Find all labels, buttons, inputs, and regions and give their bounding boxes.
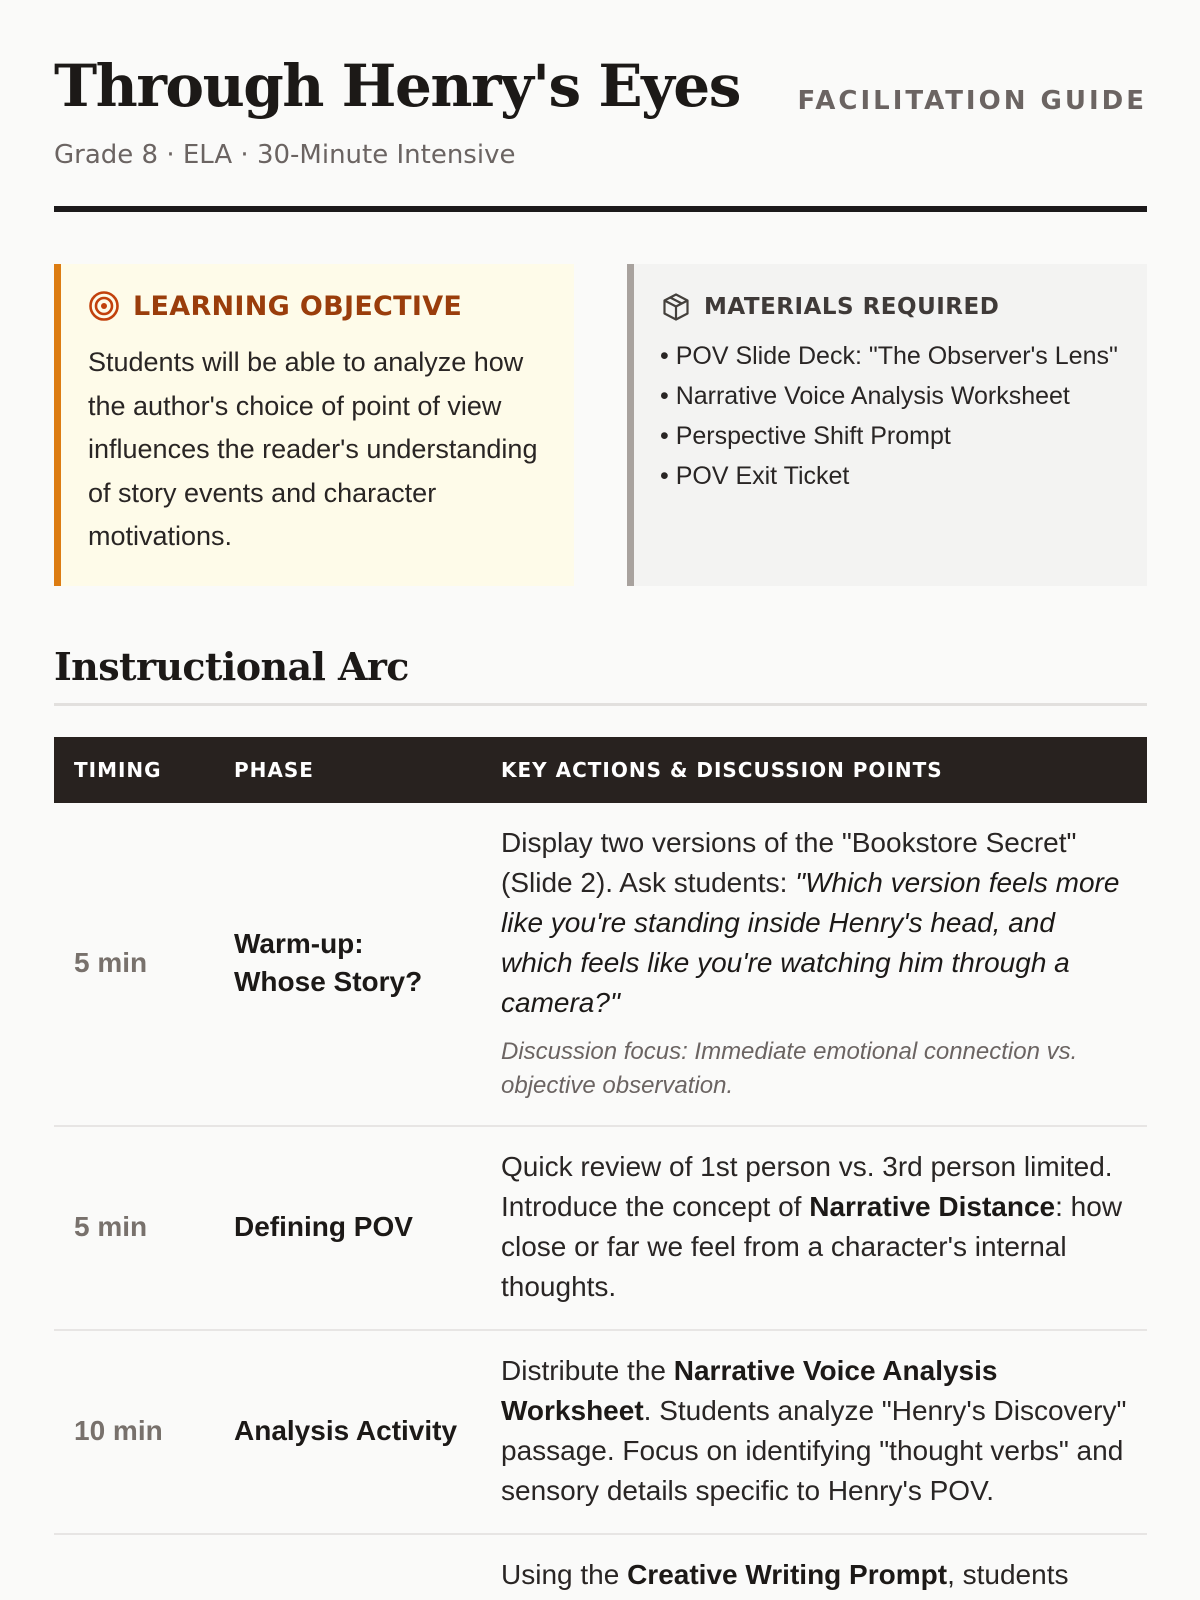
action-text-continued: , students <box>947 1559 1069 1590</box>
info-cards <box>54 264 1147 586</box>
materials-required-card <box>627 264 1147 586</box>
materials-list-item: • POV Slide Deck: "The Observer's Lens" <box>660 336 1118 376</box>
discussion-note: Discussion focus: Immediate emotional connection vs. objective observation. <box>501 1038 1078 1099</box>
action-emphasis: Narrative Voice Analysis Worksheet <box>501 1355 998 1426</box>
learning-objective-card <box>54 264 574 586</box>
learning-objective-heading-text: LEARNING OBJECTIVE <box>133 290 463 322</box>
target-icon <box>88 290 120 322</box>
document-type-label: FACILITATION GUIDE <box>797 86 1147 116</box>
action-emphasis: Creative Writing Prompt <box>627 1559 948 1590</box>
table-header-row <box>54 737 1147 803</box>
package-icon <box>661 292 691 322</box>
key-actions-cell <box>481 803 1147 1126</box>
phase-name: Warm-up: Whose Story? <box>234 928 423 997</box>
materials-list-item: • Narrative Voice Analysis Worksheet <box>660 376 1118 416</box>
phase-cell <box>214 803 481 1126</box>
action-text-continued: . Students analyze "Henry's Discovery" passage. Focus on identifying "thought verbs" and sensory details specific to Henry's POV. <box>501 1395 1127 1506</box>
action-emphasis: Narrative Distance <box>809 1191 1056 1222</box>
materials-required-heading-text: MATERIALS REQUIRED <box>704 294 1000 320</box>
action-text: Using the <box>501 1559 620 1590</box>
materials-list-item: • POV Exit Ticket <box>660 456 1118 496</box>
timing-cell <box>54 1126 214 1330</box>
document-title: Through Henry's Eyes <box>54 52 740 120</box>
table-row <box>54 1534 1147 1600</box>
instructional-arc-heading: Instructional Arc <box>54 644 1147 706</box>
key-actions-cell <box>481 1330 1147 1534</box>
phase-name: Analysis Activity <box>234 1415 458 1446</box>
materials-list-item: • Perspective Shift Prompt <box>660 416 1118 456</box>
action-quote: "Which version feels more like you're standing inside Henry's head, and which feels like you're watching him through a camera?" <box>501 867 1120 1018</box>
phase-cell <box>214 1534 481 1600</box>
table-row <box>54 1126 1147 1330</box>
table-row <box>54 803 1147 1126</box>
facilitation-guide-page <box>54 0 1147 1590</box>
materials-required-heading <box>661 292 999 322</box>
timing-cell <box>54 1534 214 1600</box>
learning-objective-heading <box>88 290 462 322</box>
instructional-arc-table <box>54 737 1147 1600</box>
column-header-key-actions: KEY ACTIONS & DISCUSSION POINTS <box>481 737 1147 803</box>
column-header-phase: PHASE <box>214 737 481 803</box>
column-header-timing: TIMING <box>54 737 214 803</box>
document-subtitle: Grade 8 · ELA · 30-Minute Intensive <box>54 140 516 170</box>
document-header <box>54 0 1147 212</box>
learning-objective-text: Students will be able to analyze how the author's choice of point of view influences the reader's understanding of story events and character motivations. <box>88 347 538 551</box>
action-text: Quick review of 1st person vs. 3rd person limited. Introduce the concept of <box>501 1151 1113 1222</box>
materials-list <box>660 336 1118 496</box>
action-text: Display two versions of the "Bookstore Secret" (Slide 2). Ask students: <box>501 827 1077 898</box>
timing-value: 10 min <box>74 1415 163 1446</box>
phase-cell <box>214 1330 481 1534</box>
key-actions-cell <box>481 1126 1147 1330</box>
timing-value: 5 min <box>74 947 148 978</box>
phase-cell <box>214 1126 481 1330</box>
table-row <box>54 1330 1147 1534</box>
timing-value: 5 min <box>74 1211 148 1242</box>
key-actions-cell <box>481 1534 1147 1600</box>
timing-cell <box>54 803 214 1126</box>
timing-cell <box>54 1330 214 1534</box>
action-text: Distribute the <box>501 1355 666 1386</box>
action-text-continued: : how close or far we feel from a character's internal thoughts. <box>501 1191 1123 1302</box>
phase-name: Defining POV <box>234 1211 413 1242</box>
